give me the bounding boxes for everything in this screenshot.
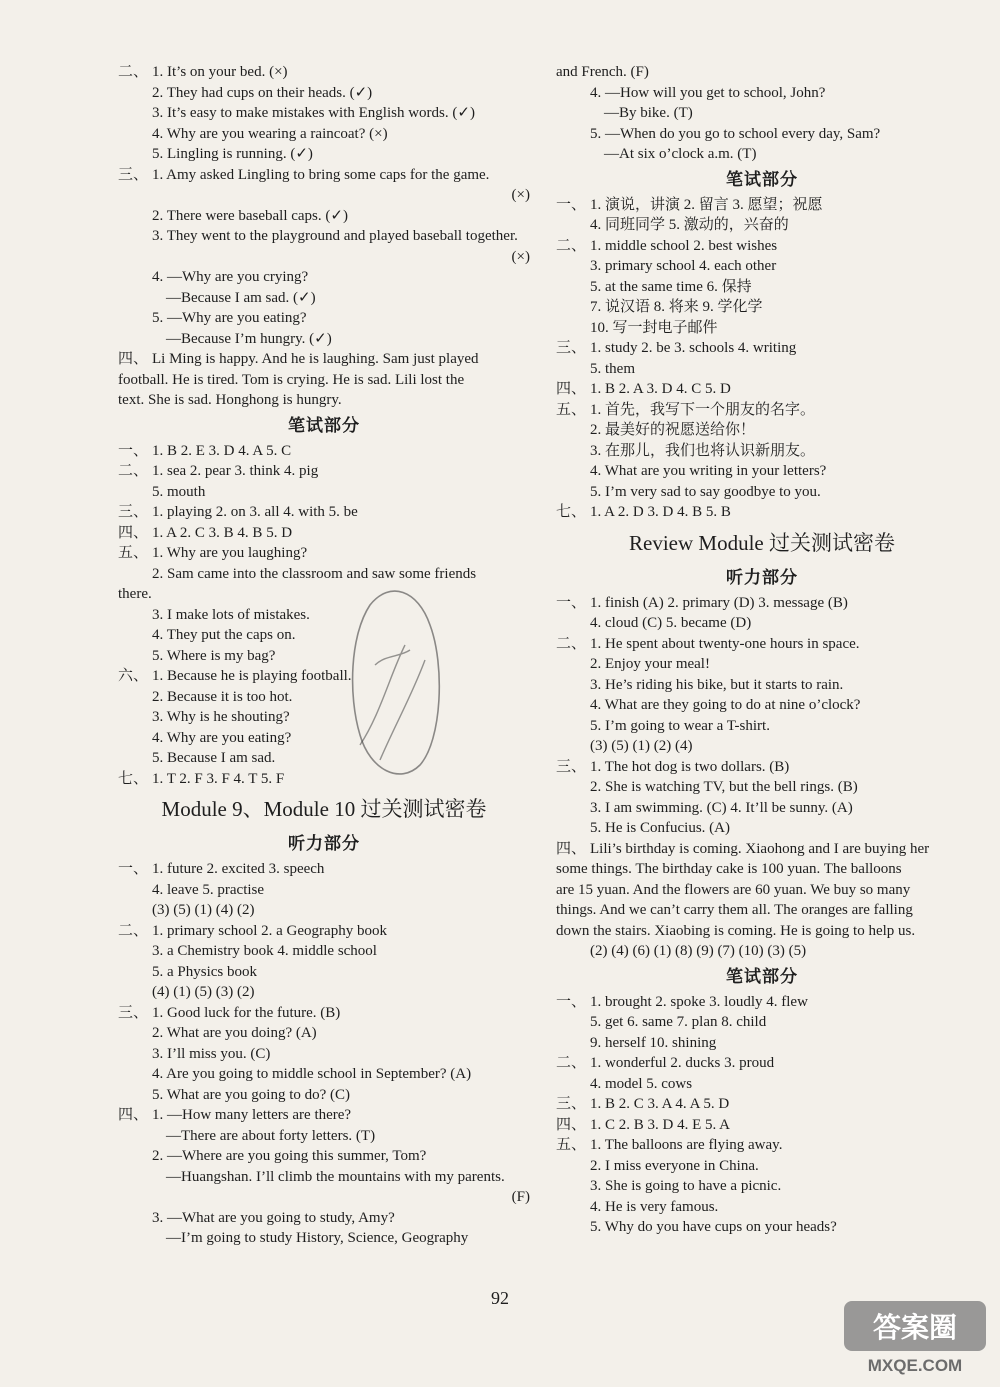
answer-line — [556, 379, 968, 400]
answer-text: 3. It’s easy to make mistakes with English words. (✓) — [152, 105, 475, 121]
answer-text: 1. B 2. C 3. A 4. A 5. D — [590, 1096, 730, 1112]
answer-text: are 15 yuan. And the flowers are 60 yuan. We buy so many — [556, 881, 911, 898]
question-number: 二、 — [556, 635, 587, 652]
answer-text: 1. Good luck for the future. (B) — [152, 1004, 341, 1021]
answer-text: 4. Why are you wearing a raincoat? (×) — [152, 125, 388, 142]
question-number: 三、 — [118, 166, 149, 183]
answer-line — [118, 165, 530, 186]
answer-line — [556, 441, 968, 462]
answer-line — [556, 859, 968, 880]
answer-line — [118, 523, 530, 544]
answer-text: 1. finish (A) 2. primary (D) 3. message (B) — [590, 594, 848, 611]
answer-text: 1. future 2. excited 3. speech — [152, 861, 325, 877]
answer-line — [556, 593, 968, 614]
answer-text: 1. C 2. B 3. D 4. E 5. A — [590, 1116, 731, 1133]
answer-text: 5. Where is my bag? — [152, 647, 276, 664]
answer-text: 1. primary school 2. a Geography book — [152, 922, 387, 939]
answer-text: 5. —When do you go to school every day, Sam? — [590, 125, 881, 142]
answer-text: 3. I make lots of mistakes. — [152, 606, 310, 623]
answer-text: down the stairs. Xiaobing is coming. He is going to help us. — [556, 922, 916, 939]
question-number: 三、 — [118, 504, 149, 520]
answer-text: 5. He is Confucius. (A) — [590, 820, 730, 836]
answer-line — [556, 297, 968, 318]
answer-text: 3. Why is he shouting? — [152, 709, 290, 725]
question-number: 七、 — [556, 504, 587, 520]
answer-line — [118, 1167, 530, 1188]
page-number: 92 — [491, 1288, 509, 1308]
answer-line — [118, 482, 530, 503]
question-number: 四、 — [118, 1107, 149, 1123]
answer-text: 1. sea 2. pear 3. think 4. pig — [152, 463, 319, 479]
answer-text: 4. model 5. cows — [590, 1075, 693, 1092]
answer-text: 1. 演说，讲演 2. 留言 3. 愿望；祝愿 — [590, 196, 823, 213]
answer-line — [118, 185, 530, 206]
answer-text: 2. —Where are you going this summer, Tom? — [152, 1148, 427, 1164]
answer-text: 3. She is going to have a picnic. — [590, 1178, 782, 1194]
question-number: 七、 — [118, 770, 149, 787]
answer-text: 1. He spent about twenty-one hours in space. — [590, 635, 860, 652]
answer-text: 5. mouth — [152, 483, 206, 500]
answer-text: 5. —Why are you eating? — [152, 310, 307, 326]
answer-line — [118, 1228, 530, 1249]
answer-text: 1. A 2. D 3. D 4. B 5. B — [590, 504, 731, 520]
answer-line — [118, 441, 530, 462]
answer-line — [556, 654, 968, 675]
answer-text: 4. 同班同学 5. 激动的，兴奋的 — [590, 217, 789, 233]
answer-line — [556, 1135, 968, 1156]
answer-line — [118, 625, 530, 646]
answer-text: 1. The balloons are flying away. — [590, 1137, 783, 1153]
question-number: 四、 — [118, 351, 149, 367]
answer-line — [118, 502, 530, 523]
answer-text: 5. Because I am sad. — [152, 750, 276, 766]
answer-text: —At six o’clock a.m. (T) — [604, 146, 757, 162]
question-number: 三、 — [556, 340, 587, 356]
answer-line — [556, 124, 968, 145]
answer-mark: (×) — [511, 187, 530, 203]
answer-text: 2. There were baseball caps. (✓) — [152, 207, 348, 224]
question-number: 六、 — [118, 668, 149, 684]
answer-text: 1. wonderful 2. ducks 3. proud — [590, 1055, 775, 1071]
answer-line — [556, 1094, 968, 1115]
answer-line — [556, 1012, 968, 1033]
answer-text: 4. What are you writing in your letters? — [590, 463, 827, 479]
svg-text:答案圈: 答案圈 — [872, 1312, 958, 1343]
answer-line — [118, 1146, 530, 1167]
answer-line — [556, 1053, 968, 1074]
answer-line — [118, 288, 530, 309]
answer-line — [556, 502, 968, 523]
answer-line — [118, 543, 530, 564]
answer-line — [118, 859, 530, 880]
answer-line — [556, 482, 968, 503]
answer-text: 3. They went to the playground and played baseball together. — [152, 228, 518, 244]
answer-text: Li Ming is happy. And he is laughing. Sam just played — [152, 351, 479, 367]
question-number: 二、 — [118, 64, 149, 80]
answer-text: 2. Because it is too hot. — [152, 688, 293, 705]
answer-line — [556, 359, 968, 380]
answer-line — [118, 748, 530, 769]
answer-line — [118, 1085, 530, 1106]
answer-text: 2. Sam came into the classroom and saw some friends — [152, 565, 477, 582]
question-number: 四、 — [556, 381, 587, 397]
answer-line — [118, 83, 530, 104]
question-number: 二、 — [118, 922, 149, 939]
answer-text: 4. leave 5. practise — [152, 881, 265, 898]
answer-line — [118, 1003, 530, 1024]
answer-line — [118, 941, 530, 962]
answer-line — [118, 62, 530, 83]
answer-line — [556, 236, 968, 257]
answer-line — [118, 666, 530, 687]
answer-line — [556, 880, 968, 901]
question-number: 一、 — [556, 993, 587, 1010]
answer-line — [556, 318, 968, 339]
answer-text: 4. Why are you eating? — [152, 729, 292, 746]
section-subtitle: 笔试部分 — [726, 966, 798, 986]
section-subtitle: 笔试部分 — [288, 415, 360, 435]
answer-line — [556, 757, 968, 778]
answer-line — [118, 370, 530, 391]
answer-text: —Huangshan. I’ll climb the mountains with my parents. — [166, 1168, 505, 1185]
answer-line — [556, 215, 968, 236]
question-number: 四、 — [556, 840, 587, 857]
answer-line — [556, 62, 968, 83]
answer-text: 5. I’m going to wear a T-shirt. — [590, 717, 770, 734]
answer-text: 2. They had cups on their heads. (✓) — [152, 84, 373, 101]
right-column — [556, 62, 968, 1238]
answer-text: 5. Why do you have cups on your heads? — [590, 1219, 837, 1235]
question-number: 三、 — [118, 1004, 149, 1021]
answer-line — [556, 613, 968, 634]
answer-line — [556, 1217, 968, 1238]
answer-text: 3. primary school 4. each other — [590, 258, 777, 274]
answer-line — [556, 277, 968, 298]
answer-text: 10. 写一封电子邮件 — [590, 319, 718, 336]
answer-text: 3. He’s riding his bike, but it starts to rain. — [590, 676, 844, 693]
answer-line — [118, 267, 530, 288]
answer-text: text. She is sad. Honghong is hungry. — [118, 392, 342, 408]
answer-text: 2. What are you doing? (A) — [152, 1025, 317, 1041]
question-number: 一、 — [118, 442, 149, 459]
answer-text: —I’m going to study History, Science, Geography — [166, 1230, 469, 1246]
answer-line — [556, 634, 968, 655]
question-number: 三、 — [556, 758, 587, 775]
answer-text: football. He is tired. Tom is crying. He is sad. Lili lost the — [118, 371, 465, 388]
answer-line — [118, 921, 530, 942]
answer-line — [118, 1105, 530, 1126]
answer-line — [556, 195, 968, 216]
answer-text: —Because I’m hungry. (✓) — [166, 330, 332, 347]
answer-text: —Because I am sad. (✓) — [166, 289, 316, 306]
answer-text: 3. a Chemistry book 4. middle school — [152, 943, 377, 959]
answer-line — [118, 584, 530, 605]
answer-text: (4) (1) (5) (3) (2) — [152, 984, 255, 1000]
answer-line — [118, 206, 530, 227]
answer-text: 9. herself 10. shining — [590, 1034, 717, 1051]
answer-line — [556, 941, 968, 962]
answer-line — [556, 798, 968, 819]
answer-text: 3. 在那儿，我们也将认识新朋友。 — [590, 442, 816, 459]
answer-text: (3) (5) (1) (2) (4) — [590, 738, 693, 754]
answer-line — [118, 103, 530, 124]
answer-text: 1. 首先，我写下一个朋友的名字。 — [590, 401, 816, 418]
answer-text: 5. get 6. same 7. plan 8. child — [590, 1014, 767, 1030]
answer-mark: (F) — [511, 1189, 530, 1205]
answer-line — [118, 646, 530, 667]
answer-line — [556, 1033, 968, 1054]
answer-text: 1. It’s on your bed. (×) — [152, 64, 288, 80]
question-number: 五、 — [556, 401, 587, 418]
answer-line — [118, 349, 530, 370]
answer-line — [556, 103, 968, 124]
answer-line — [556, 1176, 968, 1197]
answer-text: 1. A 2. C 3. B 4. B 5. D — [152, 524, 293, 541]
answer-line — [118, 1044, 530, 1065]
answer-text: (2) (4) (6) (1) (8) (9) (7) (10) (3) (5) — [590, 943, 807, 959]
answer-text: 1. playing 2. on 3. all 4. with 5. be — [152, 504, 358, 520]
answer-line — [118, 728, 530, 749]
answer-line — [556, 144, 968, 165]
section-title: Module 9、Module 10 过关测试密卷 — [161, 797, 487, 821]
question-number: 四、 — [118, 524, 149, 541]
question-number: 五、 — [118, 545, 149, 561]
answer-line — [556, 338, 968, 359]
answer-text: 1. brought 2. spoke 3. loudly 4. flew — [590, 993, 808, 1010]
answer-text: 2. Enjoy your meal! — [590, 656, 710, 672]
answer-line — [118, 769, 530, 790]
answer-line — [556, 992, 968, 1013]
answer-text: 4. —Why are you crying? — [152, 269, 309, 285]
answer-text: 4. —How will you get to school, John? — [590, 84, 826, 101]
answer-line — [118, 226, 530, 247]
answer-text: 5. What are you going to do? (C) — [152, 1086, 351, 1103]
answer-line — [556, 1074, 968, 1095]
section-subtitle: 笔试部分 — [726, 169, 798, 189]
answer-text: 3. —What are you going to study, Amy? — [152, 1209, 395, 1226]
answer-text: 5. Lingling is running. (✓) — [152, 146, 313, 162]
answer-line — [118, 461, 530, 482]
answer-line — [556, 420, 968, 441]
answer-text: 1. Why are you laughing? — [152, 545, 308, 561]
answer-line — [118, 880, 530, 901]
answer-line — [556, 818, 968, 839]
answer-line — [118, 707, 530, 728]
answer-text: 1. B 2. E 3. D 4. A 5. C — [152, 442, 292, 459]
answer-text: some things. The birthday cake is 100 yuan. The balloons — [556, 861, 902, 877]
answer-line — [556, 839, 968, 860]
answer-line — [118, 1023, 530, 1044]
answer-line — [118, 1064, 530, 1085]
question-number: 四、 — [556, 1116, 587, 1133]
answer-line — [556, 675, 968, 696]
question-number: 二、 — [556, 237, 587, 254]
answer-line — [556, 461, 968, 482]
question-number: 一、 — [556, 196, 587, 213]
answer-text: 4. What are they going to do at nine o’clock? — [590, 697, 861, 713]
answer-text: and French. (F) — [556, 64, 649, 80]
svg-text:MXQE.COM: MXQE.COM — [867, 1356, 963, 1375]
answer-text: (3) (5) (1) (4) (2) — [152, 902, 255, 918]
answer-text: 1. —How many letters are there? — [152, 1107, 352, 1123]
answer-text: —There are about forty letters. (T) — [166, 1127, 376, 1144]
answer-text: 4. Are you going to middle school in September? (A) — [152, 1066, 472, 1082]
answer-line — [556, 716, 968, 737]
answer-line — [556, 400, 968, 421]
answer-text: 1. middle school 2. best wishes — [590, 237, 778, 254]
answer-text: 3. I am swimming. (C) 4. It’ll be sunny. (A) — [590, 799, 853, 816]
answer-text: 5. I’m very sad to say goodbye to you. — [590, 483, 821, 500]
answer-line — [556, 1115, 968, 1136]
answer-line — [556, 1197, 968, 1218]
answer-text: 4. cloud (C) 5. became (D) — [590, 615, 752, 631]
answer-text: 5. them — [590, 360, 635, 377]
answer-line — [556, 1156, 968, 1177]
answer-line — [118, 144, 530, 165]
question-number: 五、 — [556, 1137, 587, 1153]
answer-line — [556, 921, 968, 942]
section-subtitle: 听力部分 — [288, 834, 360, 853]
answer-text: 1. Amy asked Lingling to bring some caps for the game. — [152, 166, 490, 183]
answer-line — [556, 695, 968, 716]
answer-line — [556, 736, 968, 757]
question-number: 二、 — [556, 1055, 587, 1071]
question-number: 一、 — [118, 861, 149, 877]
answer-line — [556, 900, 968, 921]
section-title: Review Module 过关测试密卷 — [629, 530, 895, 555]
answer-text: 2. 最美好的祝愿送给你！ — [590, 422, 756, 438]
question-number: 二、 — [118, 463, 149, 479]
left-column — [118, 62, 530, 1249]
answer-line — [118, 124, 530, 145]
answer-line — [118, 247, 530, 268]
answer-line — [556, 777, 968, 798]
answer-text: there. — [118, 586, 152, 602]
answer-line — [118, 390, 530, 411]
answer-text: 2. I miss everyone in China. — [590, 1157, 759, 1174]
answer-text: 1. study 2. be 3. schools 4. writing — [590, 340, 797, 356]
answer-line — [118, 564, 530, 585]
answer-text: 1. T 2. F 3. F 4. T 5. F — [152, 770, 285, 787]
answer-line — [118, 308, 530, 329]
answer-text: 5. a Physics book — [152, 963, 257, 980]
section-subtitle: 听力部分 — [726, 567, 798, 587]
answer-text: things. And we can’t carry them all. The oranges are falling — [556, 902, 913, 918]
answer-text: 1. Because he is playing football. — [152, 668, 352, 684]
answer-text: 5. at the same time 6. 保持 — [590, 278, 752, 295]
answer-line — [118, 900, 530, 921]
answer-line — [118, 962, 530, 983]
answer-line — [556, 256, 968, 277]
question-number: 三、 — [556, 1096, 587, 1112]
answer-line — [118, 1187, 530, 1208]
answer-text: Lili’s birthday is coming. Xiaohong and I are buying her — [590, 840, 930, 857]
answer-text: 1. B 2. A 3. D 4. C 5. D — [590, 381, 731, 397]
answer-text: —By bike. (T) — [604, 105, 693, 121]
question-number: 一、 — [556, 594, 587, 611]
answer-line — [118, 982, 530, 1003]
answer-text: 4. He is very famous. — [590, 1198, 719, 1215]
answer-text: 1. The hot dog is two dollars. (B) — [590, 758, 790, 775]
answer-line — [118, 1126, 530, 1147]
answer-text: 3. I’ll miss you. (C) — [152, 1045, 271, 1062]
answer-text: 4. They put the caps on. — [152, 627, 296, 643]
answer-text: 7. 说汉语 8. 将来 9. 学化学 — [590, 299, 763, 315]
answer-line — [118, 1208, 530, 1229]
answer-text: 2. She is watching TV, but the bell rings. (B) — [590, 779, 858, 795]
site-watermark-logo — [840, 1297, 990, 1377]
answer-mark: (×) — [511, 248, 530, 265]
answer-line — [118, 605, 530, 626]
answer-line — [118, 329, 530, 350]
answer-line — [118, 687, 530, 708]
answer-line — [556, 83, 968, 104]
